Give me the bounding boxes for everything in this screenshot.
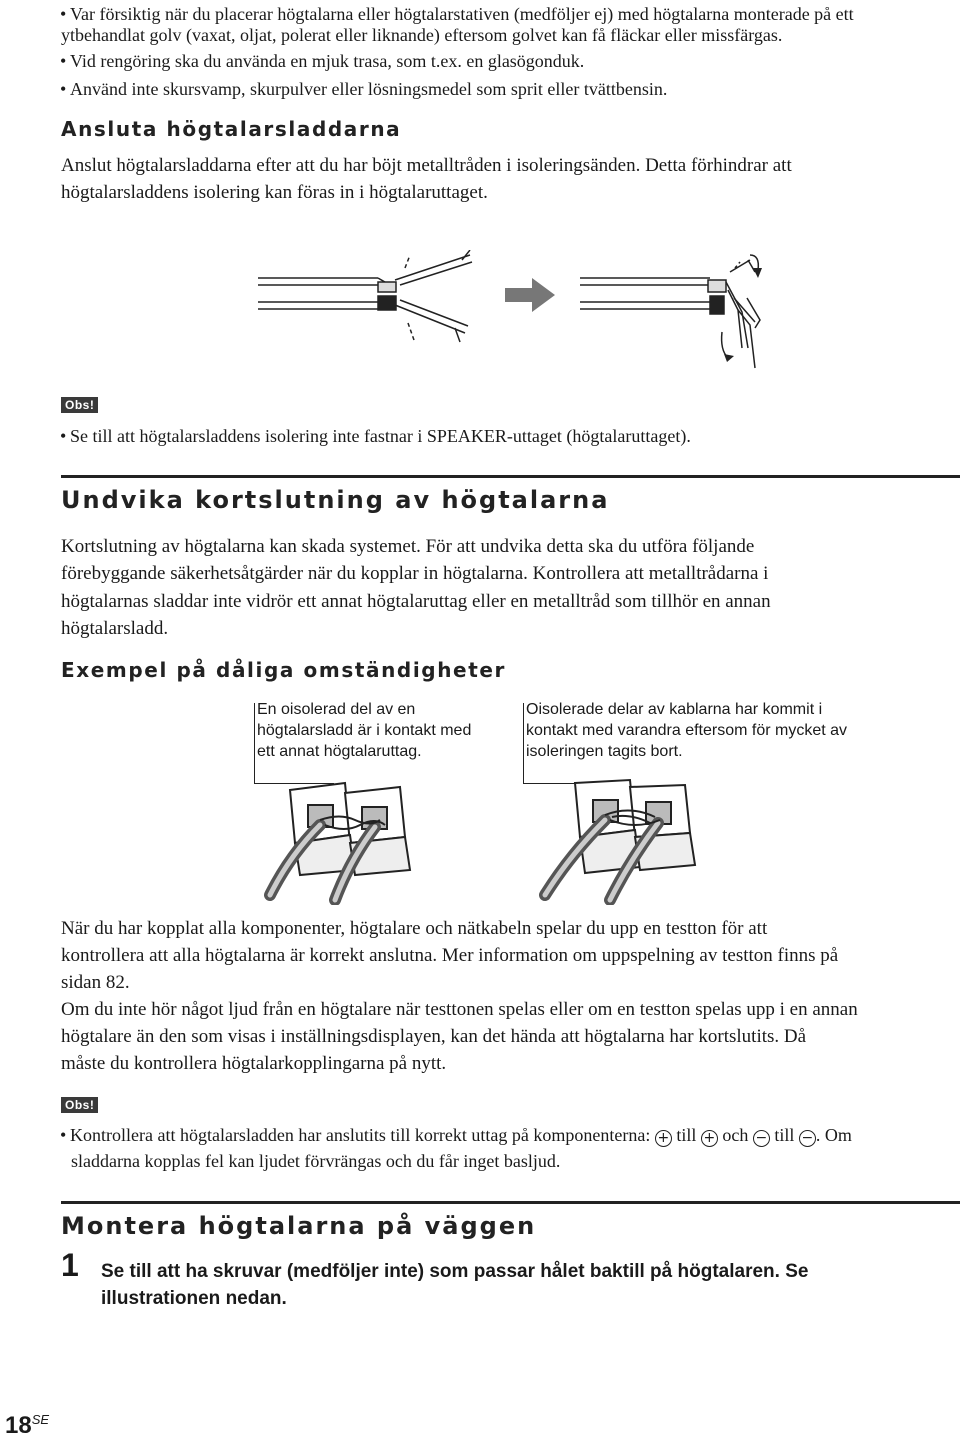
body-line: Anslut högtalarsladdarna efter att du har böjt metalltråden i isoleringsänden. Detta förhindrar att (61, 155, 792, 176)
body-line: högtalarsladdens isolering kan föras in i högtalaruttaget. (61, 182, 488, 203)
callout-line: högtalarsladd är i kontakt med (257, 722, 472, 739)
note-item: • Se till att högtalarsladdens isolering inte fastnar i SPEAKER-uttaget (högtalaruttaget). (60, 426, 691, 446)
body-line: När du har kopplat alla komponenter, högtalare och nätkabeln spelar du upp en testton för att (61, 918, 768, 939)
section-heading: Ansluta högtalarsladdarna (61, 117, 402, 141)
arrow-right-icon (505, 278, 555, 312)
callout-line: kontakt med varandra eftersom för mycket av (526, 722, 848, 739)
callout-line: ett annat högtalaruttag. (257, 743, 422, 760)
short-circuit-illustration (250, 775, 730, 905)
note-text: Se till att högtalarsladdens isolering inte fastnar i SPEAKER-uttaget (högtalaruttaget). (70, 426, 691, 446)
callout-leader-right (523, 703, 525, 783)
body-line: högtalare än den som visas i inställningsdisplayen, kan det hända att högtalarna har kortslutits. Då (61, 1026, 807, 1047)
callout-leader-left (254, 703, 256, 783)
section-heading: Undvika kortslutning av högtalarna (61, 486, 610, 514)
bullet-item: • Använd inte skursvamp, skurpulver eller lösningsmedel som sprit eller tvättbensin. (60, 79, 668, 99)
note-label: Obs! (61, 1097, 98, 1113)
plus-terminal-icon: + (655, 1130, 672, 1147)
note-label: Obs! (61, 397, 98, 413)
callout-line: Oisolerade delar av kablarna har kommit i (526, 701, 823, 718)
wire-bending-illustration (250, 250, 780, 375)
page-number-value: 18 (5, 1412, 32, 1439)
body-line: Om du inte hör något ljud från en högtalare när testtonen spelas eller om en testton spelas upp i en annan (61, 999, 858, 1020)
bullet-text: Använd inte skursvamp, skurpulver eller lösningsmedel som sprit eller tvättbensin. (70, 79, 668, 99)
step-text: illustrationen nedan. (101, 1288, 287, 1309)
body-line: kontrollera att alla högtalarna är korrekt anslutna. Mer information om uppspelning av testton finns på (61, 945, 839, 966)
step-number: 1 (61, 1247, 79, 1283)
section-heading: Montera högtalarna på väggen (61, 1212, 537, 1240)
body-line: Kortslutning av högtalarna kan skada systemet. För att undvika detta ska du utföra följande (61, 536, 755, 557)
note-text: Kontrollera att högtalarsladden har anslutits till korrekt uttag på komponenterna: (70, 1125, 655, 1145)
callout-right (526, 699, 847, 762)
bullet-item: • Vid rengöring ska du använda en mjuk trasa, som t.ex. en glasögonduk. (60, 51, 585, 71)
callout-line: En oisolerad del av en (257, 701, 416, 718)
note-continuation: sladdarna kopplas fel kan ljudet förvrängas och du får inget basljud. (71, 1151, 561, 1171)
minus-terminal-icon: − (799, 1130, 816, 1147)
section-heading: Exempel på dåliga omständigheter (61, 658, 506, 682)
plus-terminal-icon: + (701, 1130, 718, 1147)
bullet-continuation: ytbehandlat golv (vaxat, oljat, polerat eller liknande) eftersom golvet kan få fläckar eller missfärgas. (61, 25, 783, 45)
bullet-text: Vid rengöring ska du använda en mjuk trasa, som t.ex. en glasögonduk. (70, 51, 585, 71)
page-suffix: SE (31, 1412, 50, 1427)
section-divider (61, 475, 960, 478)
callout-left (257, 699, 471, 762)
step-text: Se till att ha skruvar (medföljer inte) som passar hålet baktill på högtalaren. Se (101, 1261, 809, 1282)
section-divider (61, 1201, 960, 1204)
callout-line: isoleringen tagits bort. (526, 743, 683, 760)
bullet-item: • Var försiktig när du placerar högtalarna eller högtalarstativen (medföljer ej) med högtalarna monterade på ett (60, 4, 854, 24)
bullet-text: Var försiktig när du placerar högtalarna eller högtalarstativen (medföljer ej) med högtalarna monterade på ett (70, 4, 854, 24)
body-line: förebyggande säkerhetsåtgärder när du kopplar in högtalarna. Kontrollera att metalltrådarna i (61, 563, 769, 584)
note-item: • Kontrollera att högtalarsladden har anslutits till korrekt uttag på komponenterna: + till + och − till − . Om (60, 1125, 852, 1146)
body-line: sidan 82. (61, 972, 130, 993)
page-number (5, 1412, 49, 1440)
body-line: högtalarsladd. (61, 618, 169, 639)
minus-terminal-icon: − (753, 1130, 770, 1147)
body-line: måste du kontrollera högtalarkopplingarna på nytt. (61, 1053, 447, 1074)
body-line: högtalarnas sladdar inte vidrör ett annat högtalaruttag eller en metalltråd som tillhör en annan (61, 591, 771, 612)
